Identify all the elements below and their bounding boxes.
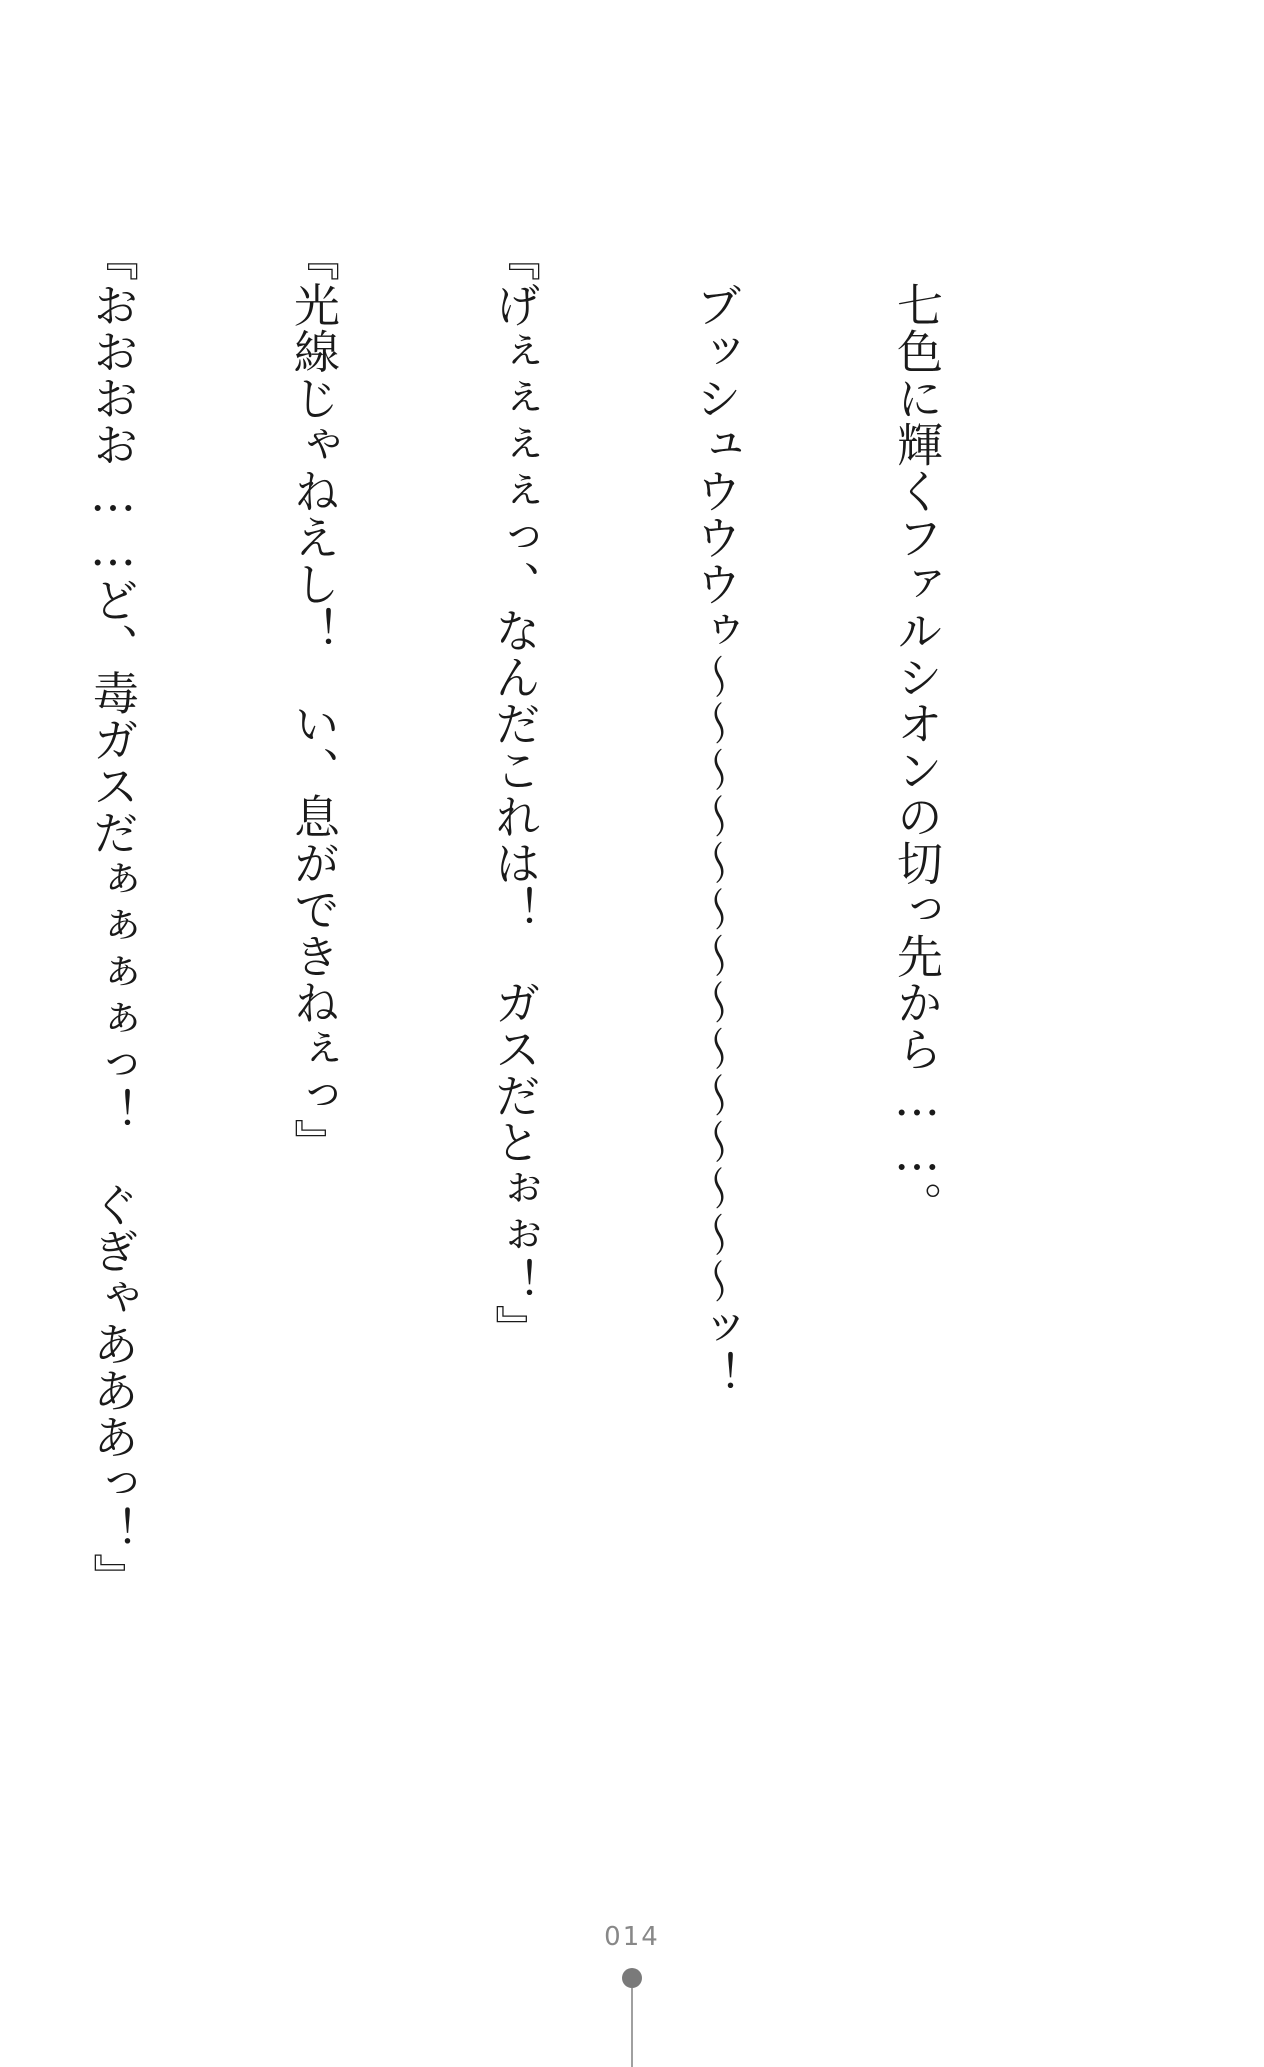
text-line: 『光線じゃねえし！ い、息ができねぇっ』 [287, 235, 341, 1165]
page-number: 014 [604, 1922, 660, 1952]
vertical-text-body [0, 235, 1084, 1935]
text-line: 『おおおお……ど、毒ガスだぁぁぁぁっ！ ぐぎゃあああっ！』 [86, 235, 140, 1600]
text-line: 七色に輝くファルシオンの切っ先から……。 [890, 281, 944, 1228]
page-marker-dot [622, 1968, 642, 1988]
page-marker-line [631, 1988, 633, 2067]
text-line: ブッシュウウウゥ〜〜〜〜〜〜〜〜〜〜〜〜〜〜ッ！ [689, 281, 743, 1398]
text-line: 『げぇぇぇぇっ、なんだこれは！ ガスだとぉぉ！』 [488, 235, 542, 1351]
